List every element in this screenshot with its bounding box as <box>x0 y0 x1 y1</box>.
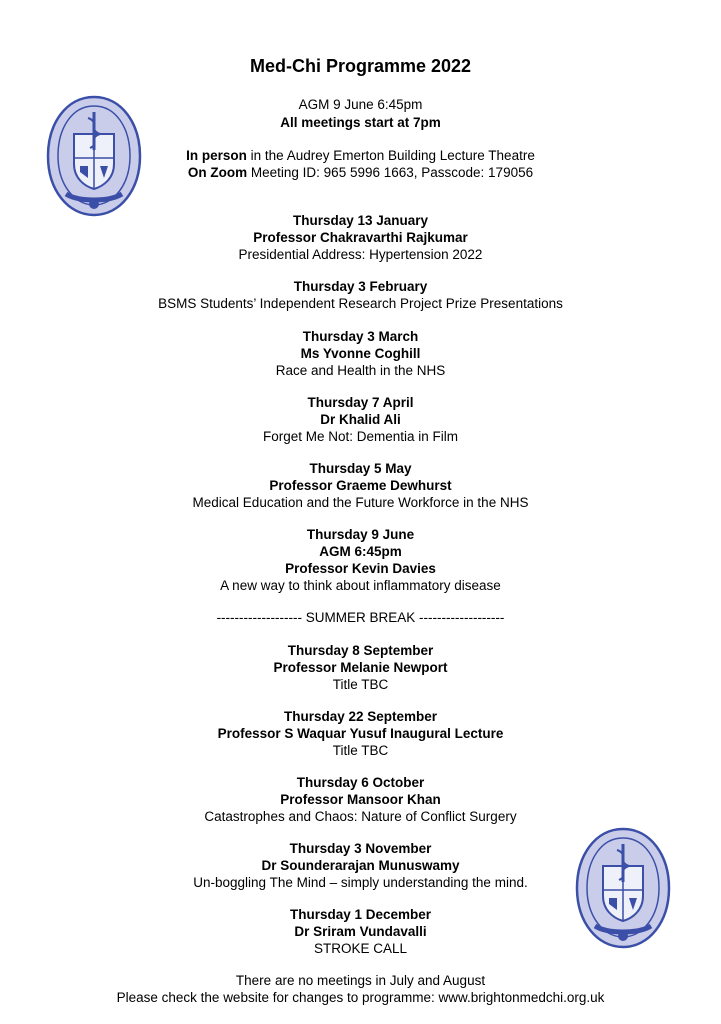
meeting-topic: BSMS Students’ Independent Research Project Prize Presentations <box>158 296 563 311</box>
start-time-note: All meetings start at 7pm <box>280 115 441 130</box>
meeting-speaker: Ms Yvonne Coghill <box>300 346 421 361</box>
meeting-speaker: Dr Sriram Vundavalli <box>294 924 427 939</box>
meeting-date: Thursday 9 June <box>306 527 415 542</box>
meeting-date: Thursday 7 April <box>307 395 414 410</box>
society-crest-icon <box>573 826 673 950</box>
meeting-speaker: Professor Chakravarthi Rajkumar <box>253 230 468 245</box>
venue-in-person <box>0 147 721 164</box>
meeting-topic: Race and Health in the NHS <box>275 363 446 378</box>
meeting-date: Thursday 3 March <box>302 329 419 344</box>
meeting-speaker: Professor Kevin Davies <box>285 561 436 576</box>
meeting-speaker: Professor Melanie Newport <box>273 660 448 675</box>
footer-note: There are no meetings in July and August <box>235 973 486 988</box>
meeting-topic: Catastrophes and Chaos: Nature of Conflict Surgery <box>204 809 517 824</box>
meeting-date: Thursday 8 September <box>287 643 434 658</box>
meeting-date: Thursday 3 November <box>289 841 432 856</box>
zoom-text: Meeting ID: 965 5996 1663, Passcode: 179056 <box>247 165 534 180</box>
meeting-topic: Medical Education and the Future Workforce in the NHS <box>192 495 529 510</box>
meeting-date: Thursday 1 December <box>289 907 432 922</box>
meeting-date: Thursday 22 September <box>283 709 438 724</box>
meeting-topic: Forget Me Not: Dementia in Film <box>262 429 459 444</box>
venue-zoom <box>0 164 721 181</box>
zoom-label: On Zoom <box>187 165 248 180</box>
meeting-speaker: Professor S Waquar Yusuf Inaugural Lecture <box>217 726 504 741</box>
agm-note: AGM 9 June 6:45pm <box>298 97 423 112</box>
meeting-speaker: Professor Graeme Dewhurst <box>269 478 452 493</box>
meeting-topic: A new way to think about inflammatory disease <box>220 578 501 593</box>
meeting-speaker: Dr Khalid Ali <box>320 412 401 427</box>
meeting-speaker: Dr Sounderarajan Munuswamy <box>261 858 460 873</box>
meeting-speaker: Professor Mansoor Khan <box>280 792 441 807</box>
summer-break-divider: ------------------- SUMMER BREAK ------------------- <box>216 610 505 625</box>
meeting-topic: Presidential Address: Hypertension 2022 <box>238 247 483 262</box>
meeting-extra: AGM 6:45pm <box>319 544 402 559</box>
meeting-date: Thursday 13 January <box>292 213 429 228</box>
meeting-date: Thursday 6 October <box>296 775 425 790</box>
meeting-topic: Un-boggling The Mind – simply understanding the mind. <box>193 875 528 890</box>
meeting-topic: STROKE CALL <box>313 941 408 956</box>
footer-website-note: Please check the website for changes to programme: www.brightonmedchi.org.uk <box>116 990 605 1005</box>
meeting-topic: Title TBC <box>332 677 389 692</box>
meeting-date: Thursday 5 May <box>309 461 412 476</box>
page-title: Med-Chi Programme 2022 <box>249 56 472 76</box>
in-person-label: In person <box>186 148 247 163</box>
in-person-text: in the Audrey Emerton Building Lecture Theatre <box>246 148 535 163</box>
meeting-date: Thursday 3 February <box>293 279 428 294</box>
meeting-topic: Title TBC <box>332 743 389 758</box>
